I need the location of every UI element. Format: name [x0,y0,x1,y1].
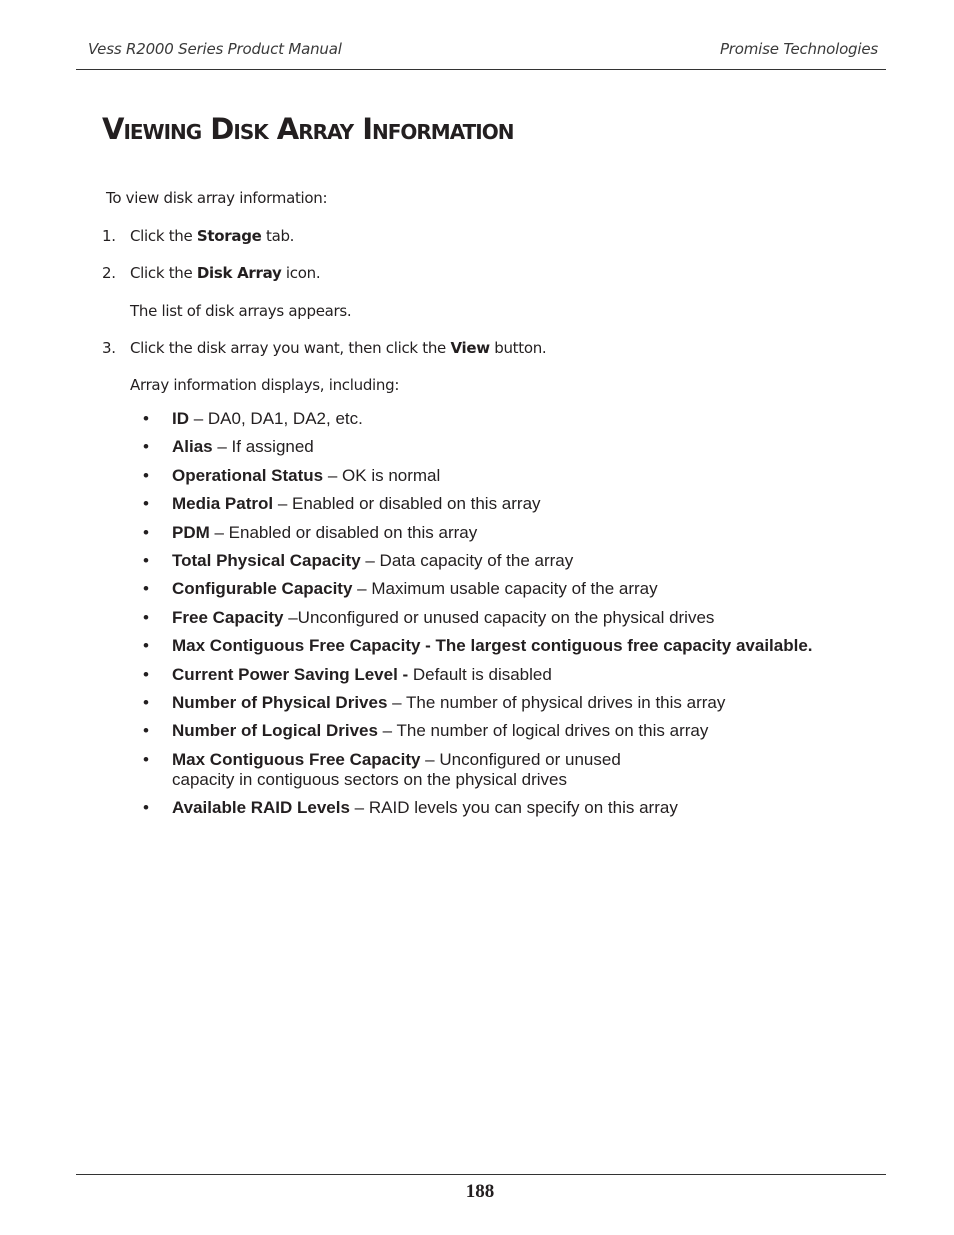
bullet-icon: • [143,409,149,428]
list-item: • Max Contiguous Free Capacity – Unconfigured or unused capacity in contiguous sectors on the physical drives [143,749,621,789]
header-company: Promise Technologies [719,40,878,58]
page-number: 188 [465,1181,495,1202]
bullet-icon: • [143,437,149,457]
storage-tab-ref: Storage [196,227,262,245]
list-item: • Number of Logical Drives – The number of logical drives on this array [143,721,709,741]
bullet-icon: • [143,636,149,656]
bullet-icon: • [143,721,149,741]
bullet-icon: • [143,579,149,599]
intro-text: To view disk array information: [106,189,328,207]
list-item: • Configurable Capacity – Maximum usable capacity of the array [143,579,658,599]
bullet-icon: • [143,607,149,627]
step-3-note: Array information displays, including: [130,376,400,394]
list-item: • Operational Status – OK is normal [143,465,441,485]
array-info-list [143,409,813,826]
list-item: • Max Contiguous Free Capacity - The largest contiguous free capacity available. [143,636,813,656]
disk-array-icon-ref: Disk Array [196,264,282,282]
step-2-note: The list of disk arrays appears. [130,302,352,320]
step-number: 3. [102,339,116,357]
header-divider [76,69,886,70]
list-item: • Free Capacity –Unconfigured or unused capacity on the physical drives [143,607,715,627]
view-button-ref: View [450,339,490,357]
bullet-icon: • [143,522,149,542]
bullet-icon: • [143,798,149,818]
list-item: • Alias – If assigned [143,437,314,457]
list-item: • Current Power Saving Level - Default is disabled [143,664,552,684]
bullet-icon: • [143,664,149,684]
list-item: • ID – DA0, DA1, DA2, etc. [143,409,363,428]
bullet-icon: • [143,749,149,769]
page-title: Viewing Disk Array Information [102,112,514,146]
bullet-icon: • [143,550,149,570]
step-number: 2. [102,264,116,282]
list-item: • Number of Physical Drives – The number of physical drives in this array [143,692,726,712]
bullet-icon: • [143,465,149,485]
bullet-icon: • [143,494,149,514]
step-3: 3. Click the disk array you want, then click the View button. [102,339,547,357]
bullet-icon: • [143,692,149,712]
step-2: 2. Click the Disk Array icon. [102,264,321,282]
step-1: 1. Click the Storage tab. [102,227,295,245]
header-manual-title: Vess R2000 Series Product Manual [88,40,342,58]
list-item: • Total Physical Capacity – Data capacity of the array [143,550,574,570]
list-item: • PDM – Enabled or disabled on this array [143,522,478,542]
list-item: • Media Patrol – Enabled or disabled on this array [143,494,541,514]
step-number: 1. [102,227,116,245]
footer-divider [76,1174,886,1175]
list-item: • Available RAID Levels – RAID levels you can specify on this array [143,798,678,818]
